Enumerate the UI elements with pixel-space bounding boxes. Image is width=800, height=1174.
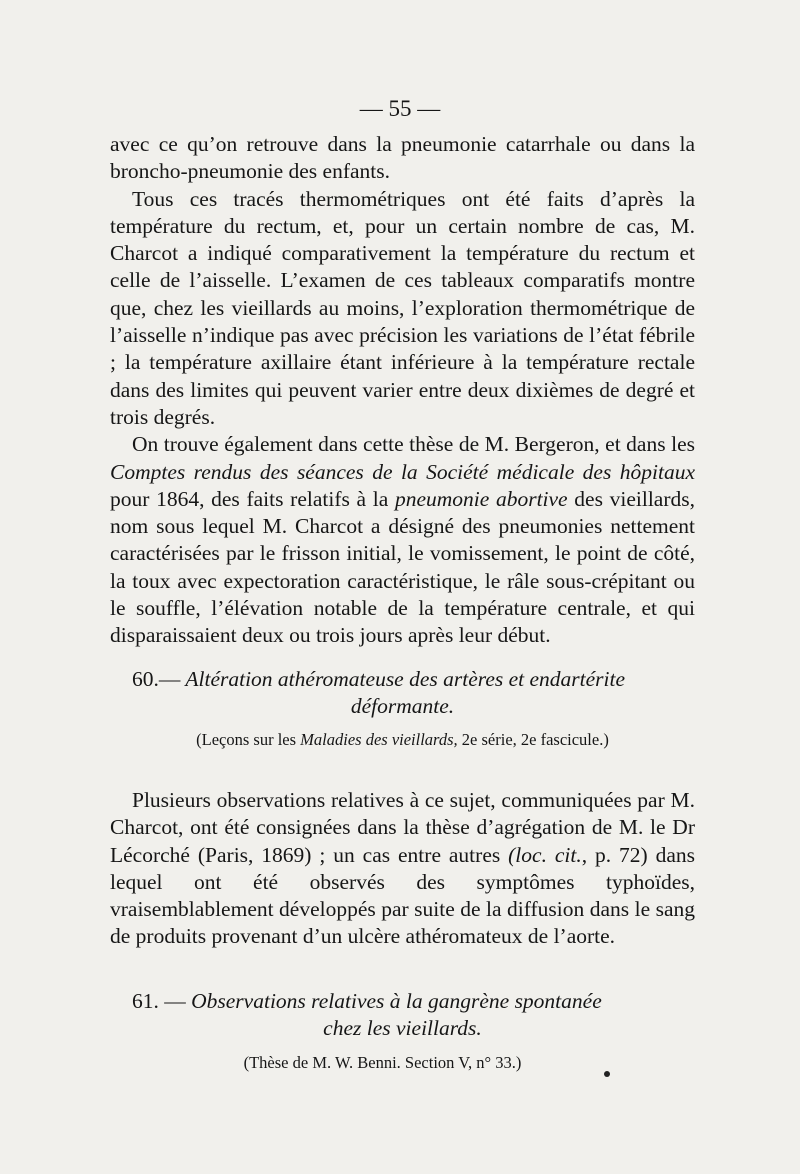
- italic-run: Comptes rendus des séances de la Société médicale des hôpitaux: [110, 459, 695, 484]
- section-60-heading: [110, 666, 695, 720]
- section-60-number: 60.—: [132, 667, 181, 691]
- page-number: — 55 —: [359, 96, 441, 121]
- section-60-source: (Leçons sur les Maladies des vieillards, 2e série, 2e fascicule.): [196, 730, 609, 749]
- section-61-number: 61. —: [132, 989, 186, 1013]
- section-61-title-line2: chez les vieillards.: [323, 1016, 482, 1040]
- section-60-title-line1: Altération athéromateuse des artères et endartérite: [185, 667, 626, 691]
- section-61-source: (Thèse de M. W. Benni. Section V, n° 33.): [243, 1053, 522, 1072]
- intro-text-block: [110, 131, 695, 650]
- section-60-text-block: [110, 787, 695, 951]
- paragraph: Tous ces tracés thermométriques ont été faits d’après la température du rectum, et, pour un certain nombre de cas, M. Charcot a indiqué comparativement la température du rectum et celle de l’aisselle. L’examen de ces tableaux comparatifs montre que, chez les vieillards au moins, l’exploration thermométrique de l’aisselle n’indique pas avec précision les variations de l’état fébrile ; la température axillaire étant inférieure à la température rectale dans des limites qui peuvent varier entre deux dixièmes de degré et trois degrés.: [110, 186, 695, 429]
- print-mark-dot: [604, 1071, 610, 1077]
- paragraph: Plusieurs observations relatives à ce sujet, communiquées par M. Charcot, ont été consignées dans la thèse d’agrégation de M. le Dr Lécorché (Paris, 1869) ; un cas entre autres (loc. cit., p. 72) dans lequel ont été observés des symptômes typhoïdes, vraisemblablement développés par suite de la diffusion dans le sang de produits provenant d’un ulcère athéromateux de l’aorte.: [110, 788, 696, 949]
- italic-run: pneumonie abortive: [394, 486, 568, 511]
- paragraph: avec ce qu’on retrouve dans la pneumonie catarrhale ou dans la broncho-pneumonie des enfants.: [110, 132, 695, 184]
- paragraph: On trouve également dans cette thèse de M. Bergeron, et dans les Comptes rendus des séances de la Société médicale des hôpitaux pour 1864, des faits relatifs à la pneumonie abortive des vieillards, nom sous lequel M. Charcot a désigné des pneumonies nettement caractérisées par le frisson initial, le vomissement, le point de côté, la toux avec expectoration caractéristique, le râle sous-crépitant ou le souffle, l’élévation notable de la température centrale, et qui disparaissaient deux ou trois jours après leur début.: [110, 432, 695, 648]
- section-61-heading: [110, 988, 695, 1042]
- section-60-title-line2: déformante.: [350, 694, 455, 718]
- section-61-title-line1: Observations relatives à la gangrène spontanée: [191, 989, 602, 1013]
- italic-run: Maladies des vieillards,: [300, 730, 458, 749]
- italic-run: (loc. cit.: [508, 842, 582, 867]
